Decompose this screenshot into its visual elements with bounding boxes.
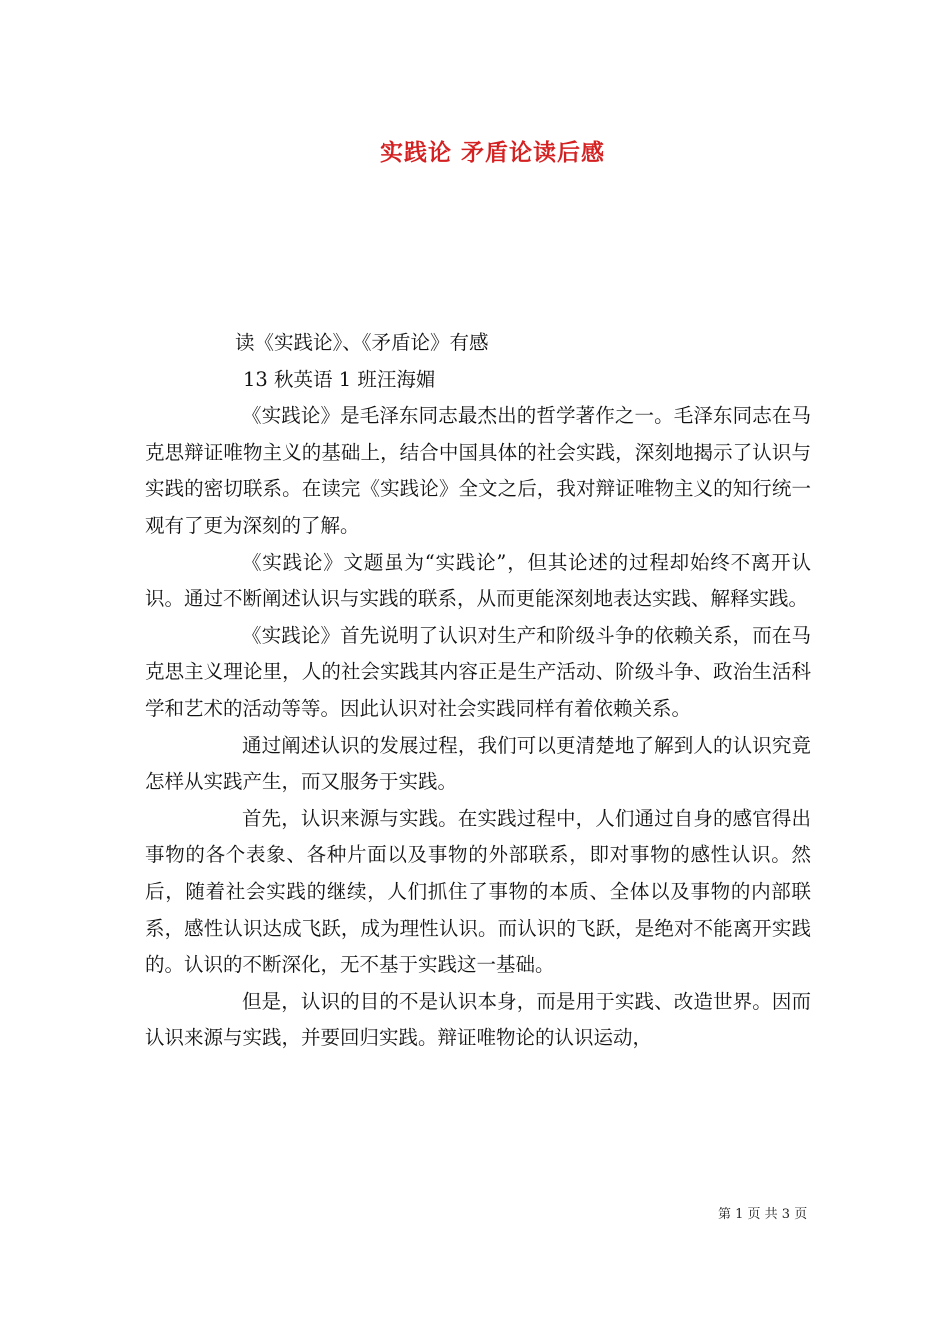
paragraph: 《实践论》是毛泽东同志最杰出的哲学著作之一。毛泽东同志在马克思辩证唯物主义的基础上，结合中国具体的社会实践，深刻地揭示了认识与实践的密切联系。在读完《实践论》全文之后，我对辩证唯物主义的知行统一观有了更为深刻的了解。 bbox=[145, 404, 811, 537]
paragraph: 首先，认识来源与实践。在实践过程中，人们通过自身的感官得出事物的各个表象、各种片面以及事物的外部联系，即对事物的感性认识。然后，随着社会实践的继续，人们抓住了事物的本质、全体以及事物的内部联系，感性认识达成飞跃，成为理性认识。而认识的飞跃，是绝对不能离开实践的。认识的不断深化，无不基于实践这一基础。 bbox=[145, 806, 811, 977]
paragraph: 但是，认识的目的不是认识本身，而是用于实践、改造世界。因而认识来源与实践，并要回归实践。辩证唯物论的认识运动， bbox=[145, 989, 811, 1050]
paragraph: 《实践论》首先说明了认识对生产和阶级斗争的依赖关系，而在马克思主义理论里，人的社会实践其内容正是生产活动、阶级斗争、政治生活科学和艺术的活动等等。因此认识对社会实践同样有着依赖关系。 bbox=[145, 623, 811, 720]
page-number-footer: 第 1 页 共 3 页 bbox=[718, 1207, 808, 1222]
document-subtitle: 读《实践论》、《矛盾论》有感 bbox=[235, 331, 489, 354]
document-body bbox=[145, 325, 811, 1057]
paragraph: 《实践论》文题虽为“实践论”，但其论述的过程却始终不离开认识。通过不断阐述认识与实践的联系，从而更能深刻地表达实践、解释实践。 bbox=[145, 550, 811, 611]
document-title: 实践论 矛盾论读后感 bbox=[380, 139, 606, 166]
document-author: 13 秋英语 1 班汪海媚 bbox=[243, 367, 436, 391]
paragraph: 通过阐述认识的发展过程，我们可以更清楚地了解到人的认识究竟怎样从实践产生，而又服务于实践。 bbox=[145, 733, 811, 794]
